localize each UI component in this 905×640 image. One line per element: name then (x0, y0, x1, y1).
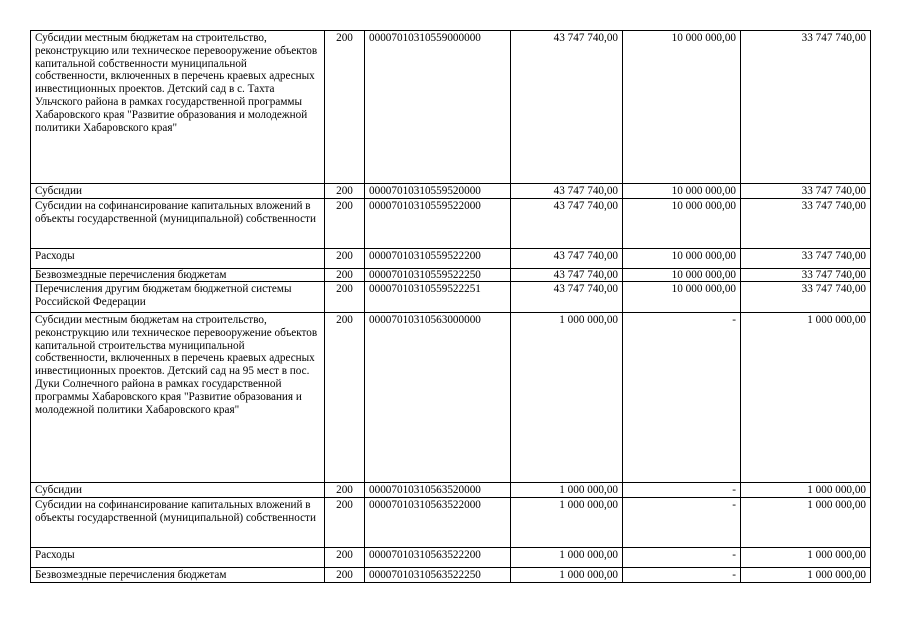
row-plan: 1 000 000,00 (511, 498, 623, 548)
table-row (31, 249, 871, 269)
row-kbk: 00007010310559522251 (365, 282, 511, 313)
table-row (31, 199, 871, 249)
row-code: 200 (325, 313, 365, 483)
row-executed: 10 000 000,00 (623, 282, 741, 313)
row-name: Субсидии местным бюджетам на строительство, реконструкцию или техническое перевооружение объектов капитальной строительства муниципальной собственности, включенных в перечень краевых адресных инвестиционных проектов. Детский сад на 95 мест в пос. Дуки Солнечного района в рамках государственной программы Хабаровского края "Развитие образования и молодежной политики Хабаровского края" (31, 313, 325, 483)
row-executed: 10 000 000,00 (623, 199, 741, 249)
row-name: Безвозмездные перечисления бюджетам (31, 568, 325, 583)
row-remain: 33 747 740,00 (741, 249, 871, 269)
row-plan: 43 747 740,00 (511, 199, 623, 249)
row-kbk: 00007010310563522000 (365, 498, 511, 548)
row-kbk: 00007010310559522250 (365, 269, 511, 282)
row-executed: - (623, 548, 741, 568)
row-executed: - (623, 313, 741, 483)
table-row (31, 282, 871, 313)
row-plan: 43 747 740,00 (511, 184, 623, 199)
row-plan: 1 000 000,00 (511, 548, 623, 568)
row-name: Субсидии (31, 483, 325, 498)
row-executed: - (623, 568, 741, 583)
row-executed: 10 000 000,00 (623, 269, 741, 282)
row-code: 200 (325, 31, 365, 184)
row-code: 200 (325, 199, 365, 249)
row-executed: 10 000 000,00 (623, 249, 741, 269)
row-kbk: 00007010310563522250 (365, 568, 511, 583)
table-row (31, 483, 871, 498)
row-kbk: 00007010310559522000 (365, 199, 511, 249)
row-name: Субсидии (31, 184, 325, 199)
row-kbk: 00007010310563520000 (365, 483, 511, 498)
row-plan: 43 747 740,00 (511, 282, 623, 313)
row-remain: 33 747 740,00 (741, 282, 871, 313)
table-row (31, 31, 871, 184)
row-name: Расходы (31, 548, 325, 568)
row-plan: 1 000 000,00 (511, 568, 623, 583)
row-name: Субсидии на софинансирование капитальных вложений в объекты государственной (муниципальной) собственности (31, 498, 325, 548)
row-remain: 33 747 740,00 (741, 184, 871, 199)
row-kbk: 00007010310559520000 (365, 184, 511, 199)
budget-table (30, 30, 871, 583)
table-row (31, 568, 871, 583)
row-executed: - (623, 483, 741, 498)
row-plan: 43 747 740,00 (511, 249, 623, 269)
row-name: Субсидии на софинансирование капитальных вложений в объекты государственной (муниципальной) собственности (31, 199, 325, 249)
row-kbk: 00007010310563000000 (365, 313, 511, 483)
row-code: 200 (325, 269, 365, 282)
row-remain: 1 000 000,00 (741, 498, 871, 548)
row-kbk: 00007010310563522200 (365, 548, 511, 568)
row-plan: 1 000 000,00 (511, 483, 623, 498)
row-plan: 43 747 740,00 (511, 269, 623, 282)
row-remain: 1 000 000,00 (741, 568, 871, 583)
row-remain: 1 000 000,00 (741, 548, 871, 568)
row-remain: 33 747 740,00 (741, 31, 871, 184)
row-code: 200 (325, 249, 365, 269)
row-name: Перечисления другим бюджетам бюджетной системы Российской Федерации (31, 282, 325, 313)
table-row (31, 548, 871, 568)
row-remain: 1 000 000,00 (741, 313, 871, 483)
row-remain: 33 747 740,00 (741, 269, 871, 282)
row-executed: 10 000 000,00 (623, 31, 741, 184)
row-remain: 1 000 000,00 (741, 483, 871, 498)
row-plan: 1 000 000,00 (511, 313, 623, 483)
table-row (31, 313, 871, 483)
table-row (31, 184, 871, 199)
budget-table-body (31, 31, 871, 583)
row-code: 200 (325, 498, 365, 548)
table-row (31, 498, 871, 548)
row-executed: 10 000 000,00 (623, 184, 741, 199)
table-row (31, 269, 871, 282)
row-code: 200 (325, 548, 365, 568)
row-code: 200 (325, 282, 365, 313)
row-kbk: 00007010310559000000 (365, 31, 511, 184)
row-name: Безвозмездные перечисления бюджетам (31, 269, 325, 282)
row-remain: 33 747 740,00 (741, 199, 871, 249)
row-name: Субсидии местным бюджетам на строительство, реконструкцию или техническое перевооружение объектов капитальной собственности муниципальной собственности, включенных в перечень краевых адресных инвестиционных проектов. Детский сад в с. Тахта Ульчского района в рамках государственной программы Хабаровского края "Развитие образования и молодежной политики Хабаровского края" (31, 31, 325, 184)
row-kbk: 00007010310559522200 (365, 249, 511, 269)
row-executed: - (623, 498, 741, 548)
row-code: 200 (325, 483, 365, 498)
document-page (30, 30, 871, 583)
row-code: 200 (325, 184, 365, 199)
row-plan: 43 747 740,00 (511, 31, 623, 184)
row-name: Расходы (31, 249, 325, 269)
row-code: 200 (325, 568, 365, 583)
